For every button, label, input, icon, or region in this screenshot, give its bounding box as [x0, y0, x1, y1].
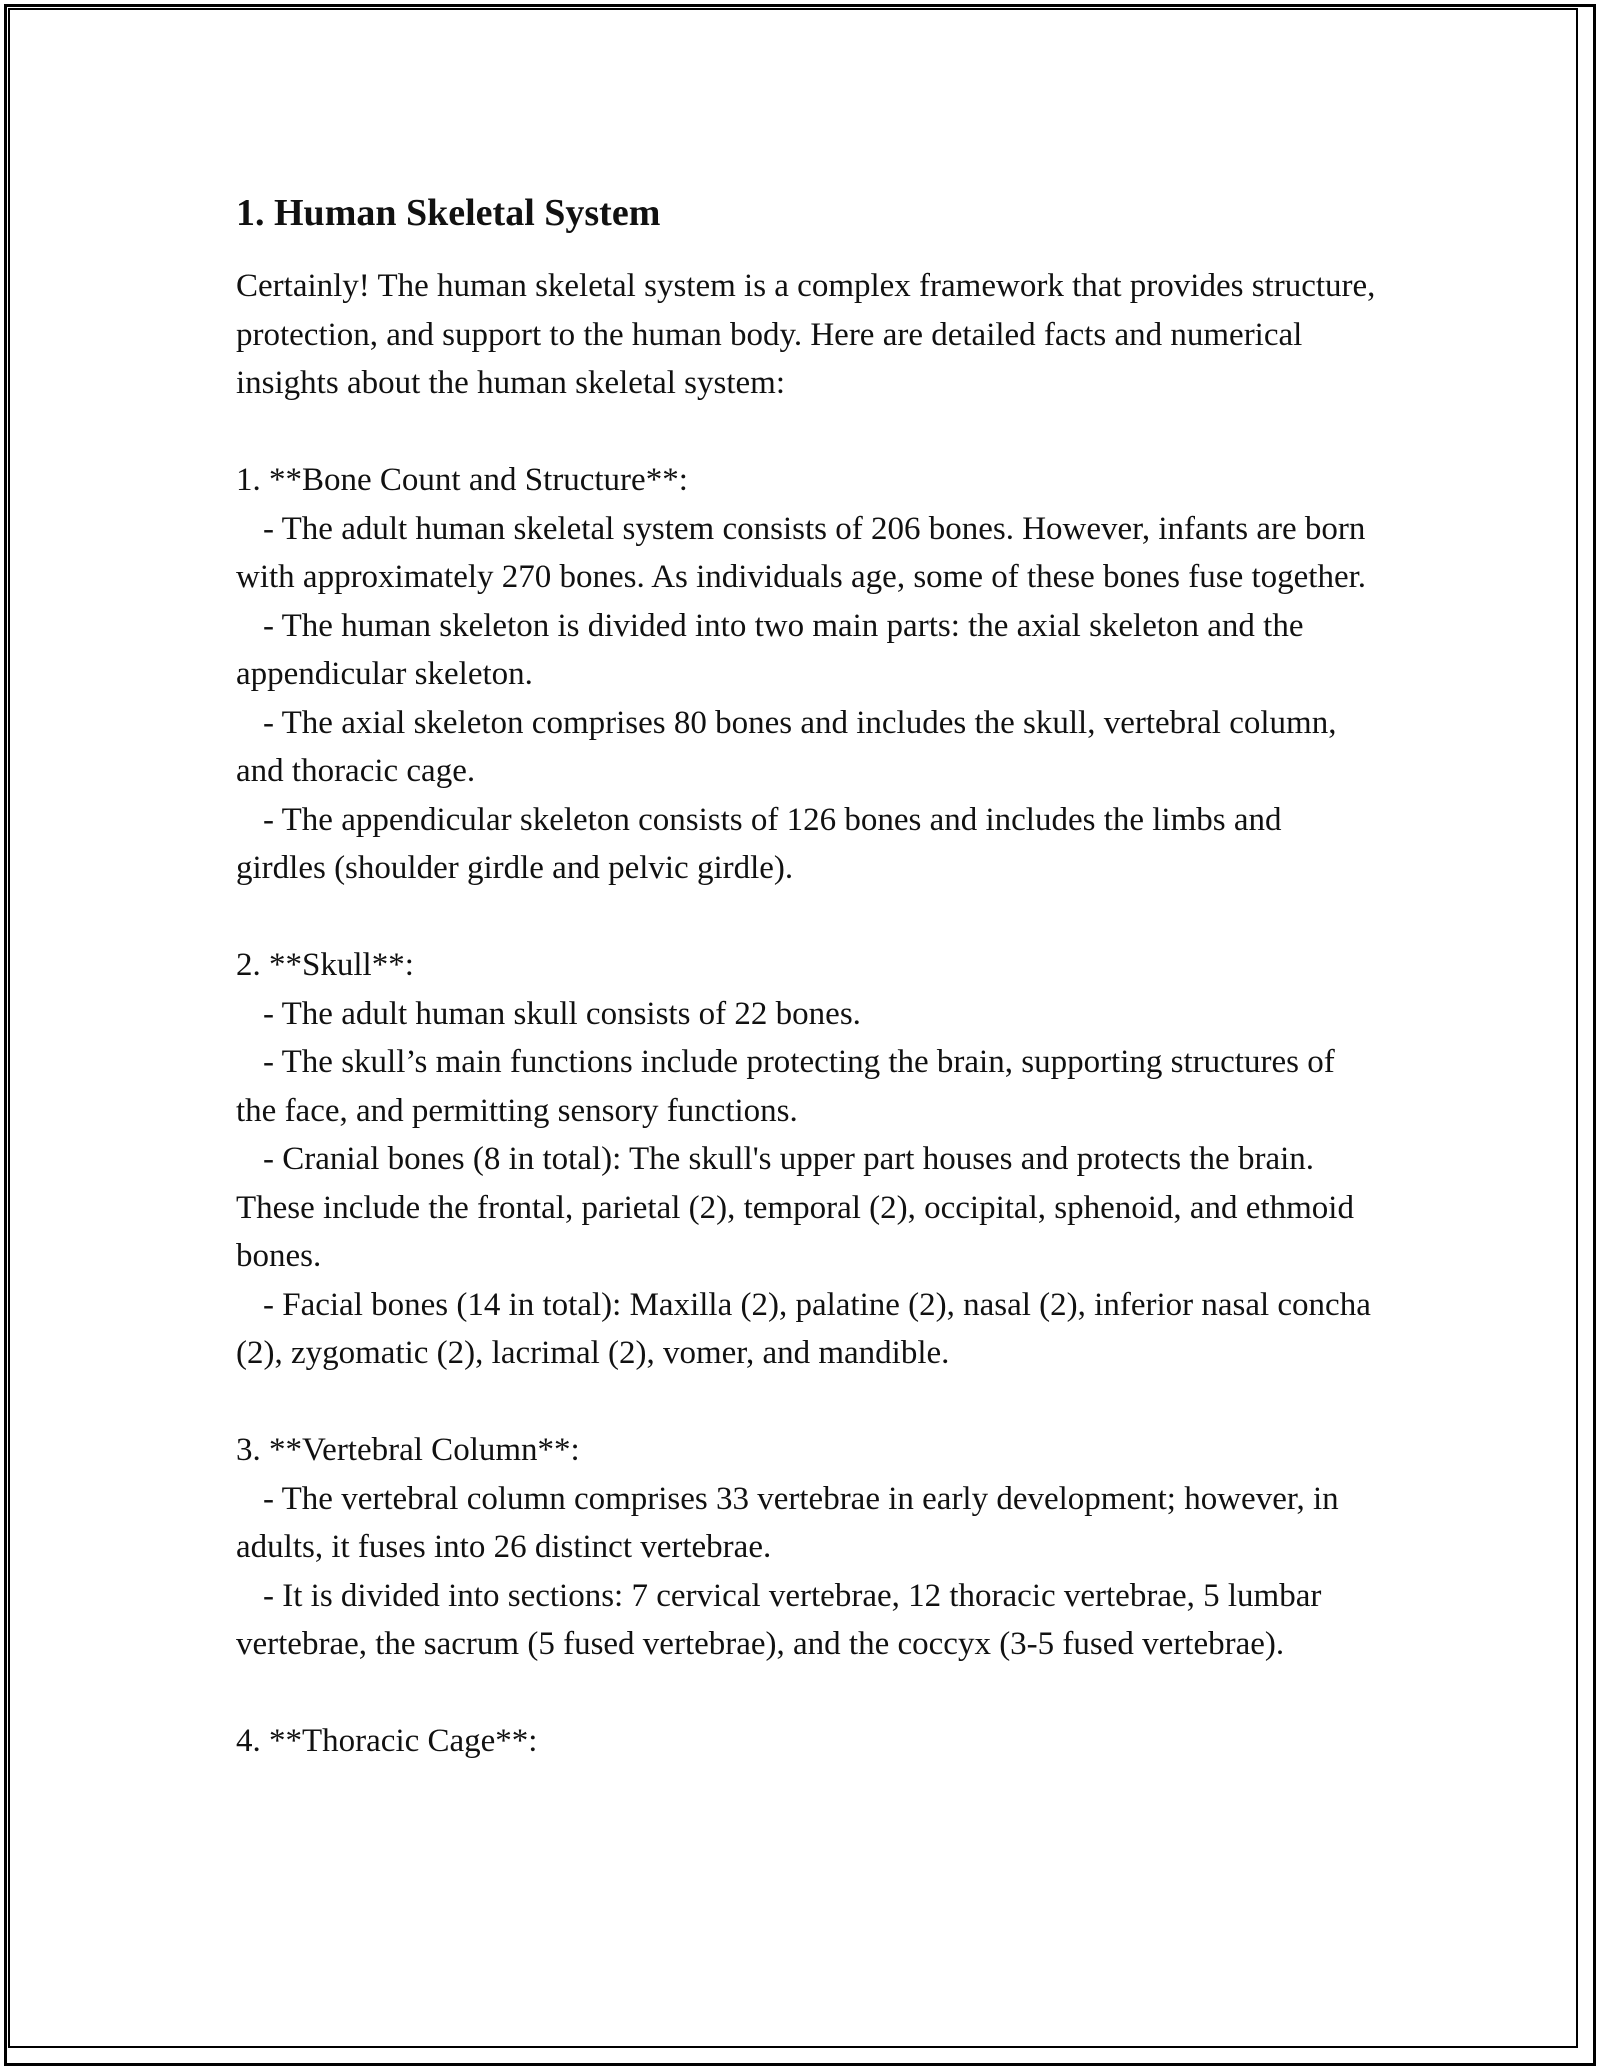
bullet-item — [236, 699, 1376, 796]
bullet-text: - The skull’s main functions include protecting the brain, supporting structures of the face, and permitting sensory functions. — [236, 1044, 1335, 1129]
sections-container — [236, 456, 1376, 1766]
bullet-text: - The vertebral column comprises 33 vertebrae in early development; however, in adults, it fuses into 26 distinct vertebrae. — [236, 1480, 1339, 1565]
section-heading: 2. **Skull**: — [236, 947, 414, 983]
bullet-item — [236, 1572, 1376, 1669]
section-heading: 4. **Thoracic Cage**: — [236, 1723, 538, 1759]
bullet-text: - The axial skeleton comprises 80 bones and includes the skull, vertebral column, and thoracic cage. — [236, 704, 1337, 789]
bullet-item — [236, 602, 1376, 699]
bullet-item — [236, 1475, 1376, 1572]
document-body — [236, 184, 1384, 1766]
section — [236, 456, 1376, 893]
bullet-text: - Cranial bones (8 in total): The skull's upper part houses and protects the brain. These include the frontal, parietal (2), temporal (2), occipital, sphenoid, and ethmoid bones. — [236, 1141, 1354, 1274]
bullet-text: - The adult human skull consists of 22 bones. — [263, 995, 861, 1032]
bullet-text: - It is divided into sections: 7 cervical vertebrae, 12 thoracic vertebrae, 5 lumbar vertebrae, the sacrum (5 fused vertebrae), and the coccyx (3-5 fused vertebrae). — [236, 1577, 1322, 1662]
bullet-text: - The appendicular skeleton consists of 126 bones and includes the limbs and girdles (shoulder girdle and pelvic girdle). — [236, 801, 1282, 886]
section — [236, 1426, 1376, 1669]
bullet-item — [236, 796, 1376, 893]
bullet-item — [236, 990, 1376, 1039]
bullet-item — [236, 1281, 1376, 1378]
bullet-item — [236, 505, 1376, 602]
section-heading: 3. **Vertebral Column**: — [236, 1432, 580, 1468]
bullet-text: - The adult human skeletal system consists of 206 bones. However, infants are born with approximately 270 bones. As individuals age, some of these bones fuse together. — [236, 510, 1367, 595]
section-heading: 1. **Bone Count and Structure**: — [236, 462, 688, 498]
bullet-text: - The human skeleton is divided into two main parts: the axial skeleton and the appendicular skeleton. — [236, 607, 1304, 692]
section — [236, 1717, 1376, 1766]
bullet-item — [236, 1038, 1376, 1135]
bullet-text: - Facial bones (14 in total): Maxilla (2), palatine (2), nasal (2), inferior nasal concha (2), zygomatic (2), lacrimal (2), vomer, and mandible. — [236, 1286, 1371, 1371]
document-title: 1. Human Skeletal System — [236, 192, 661, 234]
section — [236, 941, 1376, 1378]
bullet-item — [236, 1135, 1376, 1281]
intro-paragraph: Certainly! The human skeletal system is a complex framework that provides structure, protection, and support to the human body. Here are detailed facts and numerical insights about the human skeletal system: — [236, 268, 1384, 401]
